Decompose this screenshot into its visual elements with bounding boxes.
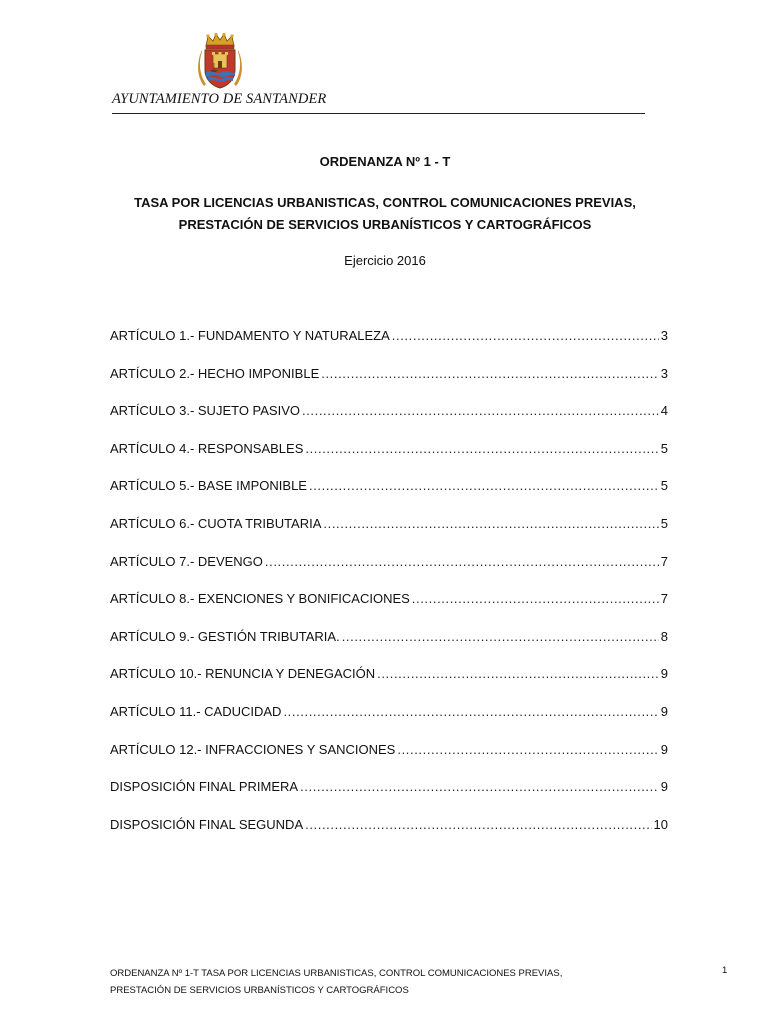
toc-entry-label: ARTÍCULO 6.- CUOTA TRIBUTARIA <box>110 515 322 531</box>
toc-leader-dots <box>300 778 659 796</box>
footer-line-1: ORDENANZA Nº 1-T TASA POR LICENCIAS URBANISTICAS, CONTROL COMUNICACIONES PREVIAS, <box>110 968 563 979</box>
footer-page-number: 1 <box>722 965 728 976</box>
toc-leader-dots <box>412 590 659 608</box>
toc-entry-page: 4 <box>660 403 668 419</box>
toc-entry-page: 7 <box>660 591 668 607</box>
toc-leader-dots <box>397 741 658 759</box>
toc-entry[interactable] <box>110 590 668 628</box>
toc-entry-page: 5 <box>660 515 668 531</box>
toc-entry-page: 5 <box>660 440 668 456</box>
toc-leader-dots <box>321 365 659 383</box>
toc-entry-label: ARTÍCULO 8.- EXENCIONES Y BONIFICACIONES <box>110 591 410 607</box>
toc-entry[interactable] <box>110 440 668 478</box>
ordinance-title: ORDENANZA Nº 1 - T <box>319 154 451 169</box>
coat-of-arms-icon <box>198 32 242 90</box>
toc-entry[interactable] <box>110 477 668 515</box>
toc-entry-label: ARTÍCULO 2.- HECHO IMPONIBLE <box>110 365 320 381</box>
subject-line-2: PRESTACIÓN DE SERVICIOS URBANÍSTICOS Y CARTOGRÁFICOS <box>178 217 592 232</box>
organization-name: AYUNTAMIENTO DE SANTANDER <box>112 91 327 107</box>
exercise-year: Ejercicio 2016 <box>344 253 426 268</box>
subject-line-1: TASA POR LICENCIAS URBANISTICAS, CONTROL COMUNICACIONES PREVIAS, <box>134 195 636 210</box>
toc-leader-dots <box>302 402 659 420</box>
toc-entry[interactable] <box>110 553 668 591</box>
toc-entry-label: ARTÍCULO 3.- SUJETO PASIVO <box>110 403 300 419</box>
toc-entry-page: 3 <box>660 365 668 381</box>
toc-leader-dots <box>283 703 658 721</box>
toc-entry[interactable] <box>110 816 668 854</box>
toc-entry-page: 9 <box>660 779 668 795</box>
toc-entry-page: 9 <box>660 741 668 757</box>
toc-entry[interactable] <box>110 778 668 816</box>
toc-entry-label: ARTÍCULO 1.- FUNDAMENTO Y NATURALEZA <box>110 328 390 343</box>
toc-leader-dots <box>323 515 658 533</box>
toc-entry[interactable] <box>110 402 668 440</box>
toc-entry-label: ARTÍCULO 12.- INFRACCIONES Y SANCIONES <box>110 741 396 757</box>
toc-entry[interactable] <box>110 515 668 553</box>
toc-leader-dots <box>392 327 659 345</box>
toc-entry-page: 9 <box>660 666 668 682</box>
toc-entry[interactable] <box>110 628 668 666</box>
toc-entry-label: ARTÍCULO 10.- RENUNCIA Y DENEGACIÓN <box>110 666 376 682</box>
toc-entry[interactable] <box>110 327 668 365</box>
toc-entry-page: 3 <box>660 328 668 343</box>
header-rule <box>112 113 645 114</box>
toc-entry-label: ARTÍCULO 5.- BASE IMPONIBLE <box>110 478 307 494</box>
toc-entry-label: ARTÍCULO 4.- RESPONSABLES <box>110 440 304 456</box>
toc-entry-label: DISPOSICIÓN FINAL SEGUNDA <box>110 816 304 832</box>
toc-entry[interactable] <box>110 365 668 403</box>
toc-entry-page: 9 <box>660 703 668 719</box>
toc-entry-page: 7 <box>660 553 668 569</box>
toc-entry[interactable] <box>110 665 668 703</box>
toc-entry-page: 8 <box>660 628 668 644</box>
toc-leader-dots <box>309 477 659 495</box>
footer-line-2: PRESTACIÓN DE SERVICIOS URBANÍSTICOS Y CARTOGRÁFICOS <box>110 985 409 996</box>
toc-entry[interactable] <box>110 741 668 779</box>
page-footer <box>110 965 630 999</box>
ordinance-subject <box>80 192 690 236</box>
toc-entry-label: ARTÍCULO 11.- CADUCIDAD <box>110 703 282 719</box>
toc-leader-dots <box>342 628 659 646</box>
toc-leader-dots <box>305 816 651 834</box>
toc-leader-dots <box>305 440 658 458</box>
toc-entry-page: 5 <box>660 478 668 494</box>
toc-entry[interactable] <box>110 703 668 741</box>
toc-leader-dots <box>377 665 659 683</box>
toc-entry-label: DISPOSICIÓN FINAL PRIMERA <box>110 779 299 795</box>
table-of-contents <box>110 327 668 853</box>
toc-entry-page: 10 <box>653 816 668 832</box>
toc-leader-dots <box>265 553 659 571</box>
toc-entry-label: ARTÍCULO 7.- DEVENGO <box>110 553 263 569</box>
toc-entry-label: ARTÍCULO 9.- GESTIÓN TRIBUTARIA. <box>110 628 340 644</box>
